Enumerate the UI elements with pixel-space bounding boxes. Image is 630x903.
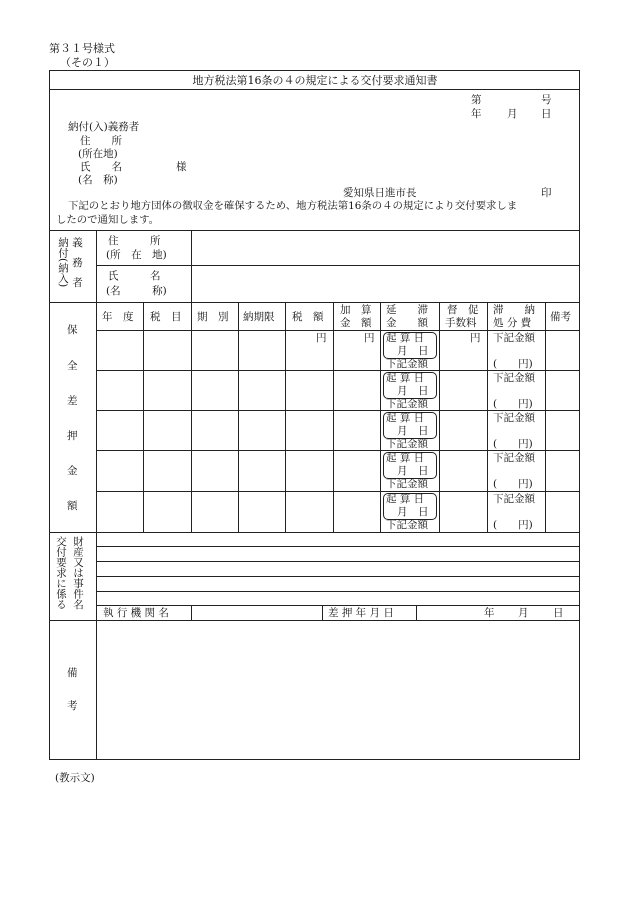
header-zeimoku: 税 目 [150, 311, 182, 323]
seal-mark: 印 [541, 187, 552, 199]
kisan-date: 月 日 [397, 385, 429, 397]
col-divider-7 [439, 302, 440, 532]
taxpayer-name: 氏 名 [108, 270, 161, 282]
paren-yen-tainou: ( 円) [493, 438, 533, 450]
taxpayer-side-divider [96, 230, 97, 302]
col-divider-2 [191, 302, 192, 532]
delivery-line-4 [96, 591, 580, 592]
header-divider [96, 330, 580, 331]
notice-divider [49, 230, 580, 231]
intro-line-2: したので通知します。 [56, 214, 160, 226]
taxpayer-side-label-b: 義務者 [71, 237, 84, 297]
kisan-date: 月 日 [397, 506, 429, 518]
kaki-kingaku-entai: 下記金額 [386, 519, 428, 531]
header-tokusoku-1: 督 促 [447, 304, 479, 316]
row-divider-3 [96, 450, 580, 451]
delivery-side-label-a: 交付要求に係る [55, 536, 68, 610]
taxpayer-mid-divider [96, 265, 580, 266]
col-divider-4 [285, 302, 286, 532]
taxpayer-address: 住 所 [108, 235, 161, 247]
header-tainou-2: 処 分 費 [493, 317, 532, 329]
form-sub: （その１） [60, 56, 115, 69]
form-title: 地方税法第16条の４の規定による交付要求通知書 [192, 74, 438, 87]
issuer: 愛知県日進市長 [343, 187, 417, 199]
taxpayer-bottom-divider [49, 302, 580, 303]
header-nokigen: 納期限 [243, 311, 275, 323]
col-divider-8 [487, 302, 488, 532]
yen-kasan: 円 [364, 332, 375, 344]
header-kibetsu: 期 別 [197, 311, 229, 323]
yen-zeigaku: 円 [316, 332, 327, 344]
addressee-label: 納付(入)義務者 [68, 121, 140, 133]
taxpayer-label-divider [191, 230, 192, 302]
agency-label: 執 行 機 関 名 [103, 607, 169, 619]
row-divider-4 [96, 491, 580, 492]
seizure-year: 年 [484, 607, 495, 619]
seizure-date-label: 差 押 年 月 日 [328, 607, 394, 619]
doc-no-go: 号 [541, 94, 552, 106]
header-nendo: 年 度 [102, 311, 134, 323]
col-divider-6 [380, 302, 381, 532]
kisan-label: 起 算 日 [386, 412, 425, 424]
row-divider-2 [96, 410, 580, 411]
delivery-line-5 [96, 605, 580, 606]
delivery-bottom-divider [49, 620, 580, 621]
amount-side-char-1: 保 [67, 324, 78, 336]
addressee-sama: 様 [176, 161, 187, 173]
header-biko: 備考 [550, 311, 571, 323]
yen-tokusoku: 円 [470, 332, 481, 344]
seizure-month: 月 [518, 607, 529, 619]
kisan-label: 起 算 日 [386, 493, 425, 505]
row-divider-1 [96, 370, 580, 371]
instruction-text-label: (教示文) [55, 772, 95, 784]
remarks-side-divider [96, 620, 97, 760]
delivery-side-label-b: 財産又は事件名 [72, 536, 85, 610]
taxpayer-address-paren: (所 在 地) [106, 249, 167, 261]
doc-date-year: 年 [471, 108, 482, 120]
col-divider-5 [333, 302, 334, 532]
kaki-kingaku-entai: 下記金額 [386, 438, 428, 450]
doc-date-month: 月 [507, 108, 518, 120]
seizure-label-left [322, 605, 323, 620]
amount-bottom-divider [49, 532, 580, 533]
paren-yen-tainou: ( 円) [493, 358, 533, 370]
paren-yen-tainou: ( 円) [493, 478, 533, 490]
header-kasan-1: 加 算 [340, 304, 372, 316]
col-divider-3 [238, 302, 239, 532]
doc-date-day: 日 [541, 108, 552, 120]
kaki-kingaku-tainou: 下記金額 [493, 412, 535, 424]
addressee-name: 氏 名 [80, 161, 122, 173]
remarks-label-1: 備 [67, 667, 78, 679]
paren-yen-tainou: ( 円) [493, 519, 533, 531]
header-entai-1: 延 滞 [386, 304, 428, 316]
doc-no-dai: 第 [471, 94, 482, 106]
header-kasan-2: 金 額 [340, 317, 372, 329]
header-tokusoku-2: 手数料 [445, 317, 477, 329]
remarks-label-2: 考 [67, 700, 78, 712]
amount-side-char-3: 差 [67, 395, 78, 407]
amount-side-char-2: 全 [67, 360, 78, 372]
delivery-line-2 [96, 561, 580, 562]
agency-divider [191, 605, 192, 620]
addressee-address-paren: (所在地) [78, 148, 118, 160]
form-number: 第３１号様式 [49, 42, 115, 55]
kaki-kingaku-tainou: 下記金額 [493, 332, 535, 344]
intro-line-1: 下記のとおり地方団体の徴収金を確保するため、地方税法第16条の４の規定により交付要求しま [68, 200, 518, 212]
amount-side-char-5: 金 [67, 465, 78, 477]
col-divider-1 [143, 302, 144, 532]
delivery-line-3 [96, 576, 580, 577]
kisan-date: 月 日 [397, 425, 429, 437]
kaki-kingaku-entai: 下記金額 [386, 478, 428, 490]
delivery-line-1 [96, 546, 580, 547]
amount-side-char-6: 額 [67, 500, 78, 512]
seizure-label-right [416, 605, 417, 620]
taxpayer-name-paren: (名 称) [106, 285, 167, 297]
header-entai-2: 金 額 [386, 317, 428, 329]
taxpayer-side-label-a: 納付(納入) [57, 237, 70, 288]
header-zeigaku: 税 額 [292, 311, 324, 323]
seizure-day: 日 [553, 607, 564, 619]
kisan-label: 起 算 日 [386, 332, 425, 344]
amount-side-char-4: 押 [67, 430, 78, 442]
col-divider-9 [545, 302, 546, 532]
title-divider [49, 89, 580, 90]
kaki-kingaku-tainou: 下記金額 [493, 452, 535, 464]
addressee-name-paren: (名 称) [78, 174, 118, 186]
amount-side-divider [96, 302, 97, 532]
paren-yen-tainou: ( 円) [493, 398, 533, 410]
kisan-date: 月 日 [397, 465, 429, 477]
kaki-kingaku-tainou: 下記金額 [493, 493, 535, 505]
kaki-kingaku-tainou: 下記金額 [493, 372, 535, 384]
header-tainou-1: 滞 納 [493, 304, 535, 316]
addressee-address: 住 所 [80, 135, 122, 147]
kisan-label: 起 算 日 [386, 372, 425, 384]
kaki-kingaku-entai: 下記金額 [386, 398, 428, 410]
kisan-label: 起 算 日 [386, 452, 425, 464]
kisan-date: 月 日 [397, 345, 429, 357]
kaki-kingaku-entai: 下記金額 [386, 358, 428, 370]
